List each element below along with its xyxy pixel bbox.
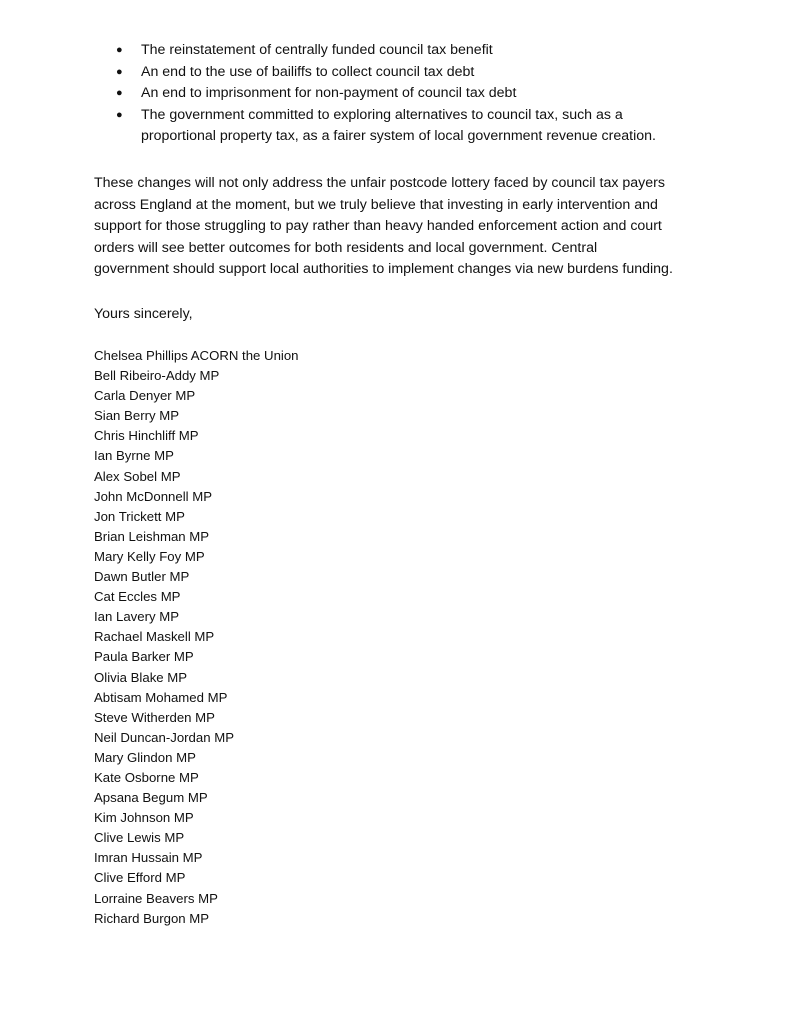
- signatory-name: Ian Byrne MP: [94, 448, 174, 464]
- signatory-name: Chris Hinchliff MP: [94, 428, 199, 444]
- list-item: [94, 105, 734, 148]
- bullet-marker: ●: [116, 44, 123, 56]
- closing-salutation: Yours sincerely,: [94, 306, 193, 322]
- signatory-name: Brian Leishman MP: [94, 528, 210, 544]
- list-item: [94, 40, 734, 62]
- signatory-name: Dawn Butler MP: [94, 569, 190, 585]
- signatory-name: Clive Lewis MP: [94, 830, 185, 846]
- signatory-name: Apsana Begum MP: [94, 790, 208, 806]
- signatory-name: Olivia Blake MP: [94, 669, 188, 685]
- paragraph-line: These changes will not only address the unfair postcode lottery faced by council tax payers: [94, 175, 665, 191]
- bullet-marker: ●: [116, 108, 123, 121]
- signatory-name: John McDonnell MP: [94, 488, 213, 504]
- signatory-name: Jon Trickett MP: [94, 508, 185, 524]
- bullet-text: An end to imprisonment for non-payment of council tax debt: [141, 85, 517, 101]
- signatory-name: Clive Efford MP: [94, 870, 186, 886]
- signatory-name: Steve Witherden MP: [94, 709, 215, 725]
- demands-list: [94, 40, 734, 148]
- signatory-name: Imran Hussain MP: [94, 850, 203, 866]
- signatory-name: Mary Kelly Foy MP: [94, 548, 205, 564]
- signatory-name: Kim Johnson MP: [94, 810, 194, 826]
- signatory-name: Neil Duncan-Jordan MP: [94, 729, 234, 745]
- paragraph-line: across England at the moment, but we truly believe that investing in early intervention and: [94, 196, 658, 213]
- signatory-name: Sian Berry MP: [94, 408, 180, 424]
- signatory-name: Carla Denyer MP: [94, 388, 196, 404]
- list-item: [94, 83, 734, 105]
- signatory-name: Mary Glindon MP: [94, 749, 196, 765]
- bullet-text: An end to the use of bailiffs to collect council tax debt: [141, 63, 475, 80]
- paragraph-line: government should support local authorities to implement changes via new burdens funding.: [94, 261, 673, 277]
- signatory-name: Bell Ribeiro-Addy MP: [94, 368, 220, 384]
- bullet-text: The reinstatement of centrally funded council tax benefit: [141, 42, 493, 58]
- signatory-name: Cat Eccles MP: [94, 589, 181, 605]
- bullet-marker: ●: [116, 87, 123, 99]
- signatory-name: Chelsea Phillips ACORN the Union: [94, 348, 299, 363]
- signatory-name: Abtisam Mohamed MP: [94, 689, 228, 705]
- signatory-name: Lorraine Beavers MP: [94, 890, 218, 906]
- signatory-name: Kate Osborne MP: [94, 769, 199, 785]
- body-paragraph: [94, 173, 734, 281]
- paragraph-line: support for those struggling to pay rather than heavy handed enforcement action and court: [94, 218, 662, 234]
- list-item: [94, 62, 734, 84]
- bullet-marker: ●: [116, 65, 123, 78]
- signatory-name: Alex Sobel MP: [94, 468, 181, 484]
- signatory-name: Rachael Maskell MP: [94, 629, 215, 645]
- bullet-text-line: The government committed to exploring alternatives to council tax, such as a: [141, 106, 623, 123]
- signatory-name: Paula Barker MP: [94, 649, 194, 665]
- paragraph-line: orders will see better outcomes for both residents and local government. Central: [94, 239, 598, 256]
- signatory-list: [94, 346, 299, 929]
- signatory-name: Richard Burgon MP: [94, 910, 210, 926]
- bullet-text-line: proportional property tax, as a fairer system of local government revenue creation.: [141, 128, 656, 144]
- signatory-name: Ian Lavery MP: [94, 609, 180, 625]
